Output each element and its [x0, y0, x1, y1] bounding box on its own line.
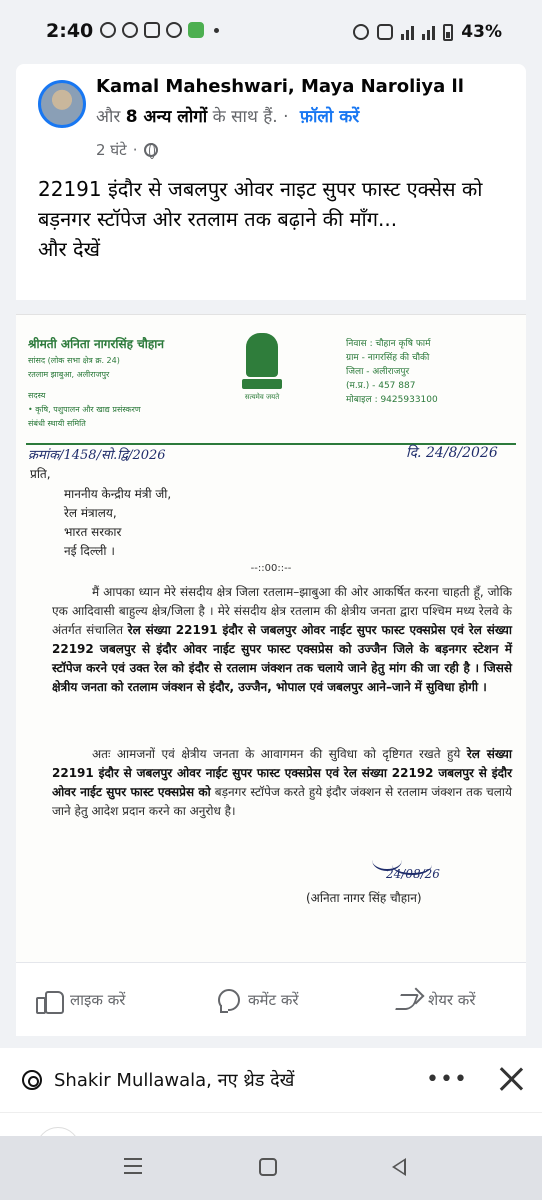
home-icon[interactable] [259, 1158, 277, 1176]
member-label: सदस्य [28, 391, 46, 400]
chat-icon [122, 22, 138, 38]
like-label: लाइक करें [70, 991, 126, 1009]
instagram-icon [144, 22, 160, 38]
back-icon[interactable] [392, 1158, 406, 1176]
threads-text[interactable]: Shakir Mullawala, नए थ्रेड देखें [54, 1070, 295, 1091]
recipient-line: नई दिल्ली । [64, 544, 115, 558]
globe-icon [144, 143, 158, 157]
threads-icon [22, 1070, 42, 1090]
wifi-icon [353, 24, 369, 40]
reference-number: क्रमांक/1458/सो.द्वि/2026 [28, 448, 166, 463]
mobile-line: मोबाइल : 9425933100 [346, 395, 438, 405]
notification-icons [100, 22, 219, 38]
member-line: • कृषि, पशुपालन और खाद्य प्रसंस्करण [28, 405, 141, 414]
system-icons [353, 22, 502, 42]
recipient-line: रेल मंत्रालय, [64, 506, 117, 520]
sender-area: रतलाम झाबुआ, अलीराजपुर [28, 370, 110, 379]
comment-button[interactable] [218, 989, 298, 1011]
tagged-line [96, 104, 359, 127]
thumbs-up-icon [36, 989, 62, 1011]
signatory-name: (अनिता नागर सिंह चौहान) [306, 891, 422, 905]
post-meta [96, 140, 158, 160]
call-icon [377, 24, 393, 40]
phone-icon [166, 22, 182, 38]
recipient-line: भारत सरकार [64, 525, 122, 539]
signature-date: 24/08/26 [386, 867, 440, 881]
status-time: 2:40 [46, 20, 94, 42]
recipient-line: माननीय केन्द्रीय मंत्री जी, [64, 487, 172, 501]
close-icon[interactable] [498, 1066, 524, 1092]
address-line: ग्राम - नागरसिंह की चौकी [346, 353, 430, 363]
national-emblem-icon [238, 333, 286, 407]
status-bar [0, 0, 542, 64]
separator: · [283, 107, 289, 127]
paragraph-bold-text: रेल संख्या 22191 इंदौर से जबलपुर ओवर नाईट सुपर फास्ट एक्सप्रेस एवं रेल संख्या 22192 जबलपुर से इंदौर ओवर नाईट सुपर फास्ट एक्सप्रेस को उज्जैन जिले के बड़नगर स्टेशन में स्टॉपेज करने एवं उक्त रेल को इंदौर से रतलाम जंक्शन तक चलाये जाने हेतु मांग की जा रही है । जिससे क्षेत्रीय जनता को रतलाम जंक्शन से इंदौर, उज्जैन, भोपाल एवं जबलपुर आने–जाने में सुविधा होगी । [52, 623, 513, 694]
letterhead-address [346, 337, 516, 407]
letterhead-sender [28, 335, 228, 429]
letter-date: दि. 24/8/2026 [406, 445, 498, 461]
emblem-motto: सत्यमेव जयते [244, 393, 280, 401]
share-icon [396, 989, 420, 1011]
threads-suggestion-bar[interactable] [0, 1048, 542, 1112]
like-button[interactable] [36, 989, 125, 1011]
separator: · [132, 141, 138, 159]
more-options-icon[interactable]: ••• [426, 1067, 468, 1092]
post-actions [16, 962, 526, 1036]
share-button[interactable] [396, 989, 475, 1011]
ornament-divider: --::00::-- [250, 563, 292, 574]
recent-apps-icon[interactable] [124, 1158, 144, 1176]
comment-icon [218, 989, 240, 1011]
with-count[interactable]: 8 अन्य लोगों [125, 107, 208, 127]
comment-label: कमेंट करें [248, 991, 299, 1009]
member-line: संबंधी स्थायी समिति [28, 419, 86, 428]
letter-paragraph-2 [52, 745, 512, 821]
app-icon [188, 22, 204, 38]
battery-percent: 43% [461, 22, 502, 42]
battery-icon [443, 24, 453, 41]
follow-button[interactable]: फ़ॉलो करें [299, 107, 360, 127]
more-notifications-icon [214, 28, 219, 33]
post-author[interactable]: Kamal Maheshwari, Maya Naroliya ll [96, 76, 464, 97]
recipient-address [64, 485, 171, 561]
with-prefix: और [96, 107, 121, 127]
post-body: 22191 इंदौर से जबलपुर ओवर नाइट सुपर फास्ट एक्सेस को बड़नगर स्टॉपेज ओर रतलाम तक बढ़ाने की माँग... [38, 177, 483, 231]
post-time[interactable]: 2 घंटे [96, 141, 127, 159]
sender-name: श्रीमती अनिता नागरसिंह चौहान [28, 337, 165, 351]
see-more-link[interactable]: और देखें [38, 237, 100, 261]
signal-icon [401, 24, 414, 40]
paragraph-text: अतः आमजनों एवं क्षेत्रीय जनता के आवागमन की सुविधा को दृष्टिगत रखते हुये [92, 747, 461, 761]
post-image-letter[interactable] [16, 314, 526, 962]
paragraph-text: मैं आपका ध्यान मेरे संसदीय क्षेत्र जिला रतलाम–झाबुआ की ओर आकर्षित करना चाहती हूँ, जोकि एक आदिवासी बाहुल्य क्षेत्र/जिला है । मेरे संसदीय क्षेत्र रतलाम की क्षेत्रीय जनता द्वारा पश्चिम मध्य रेलवे के अंतर्गत संचालित [52, 585, 512, 637]
with-suffix: के साथ हैं. [212, 107, 278, 127]
whatsapp-icon [100, 22, 116, 38]
system-nav-bar [0, 1136, 542, 1200]
post-text [38, 174, 508, 264]
next-post-peek [0, 1112, 542, 1136]
share-label: शेयर करें [428, 991, 476, 1009]
address-line: निवास : चौहान कृषि फार्म [346, 339, 431, 349]
sender-title: सांसद (लोक सभा क्षेत्र क्र. 24) [28, 356, 120, 365]
letter-paragraph-1 [52, 583, 512, 697]
address-line: (म.प्र.) - 457 887 [346, 381, 416, 391]
address-line: जिला - अलीराजपुर [346, 367, 410, 377]
salutation-prati: प्रति, [30, 467, 51, 481]
paragraph-bold-text: रेल संख्या 22191 इंदौर से जबलपुर ओवर नाईट सुपर फास्ट एक्सप्रेस एवं रेल संख्या 22192 जबलपुर से इंदौर ओवर नाईट सुपर फास्ट एक्सप्रेस को [52, 747, 512, 799]
avatar[interactable] [38, 80, 86, 128]
post-card [16, 64, 526, 300]
signal-icon [422, 24, 435, 40]
paragraph-text: बड़नगर स्टॉपेज करते हुये इंदौर जंक्शन से रतलाम जंक्शन तक चलाये जाने हेतु आदेश प्रदान करने का अनुरोध है। [52, 785, 512, 818]
